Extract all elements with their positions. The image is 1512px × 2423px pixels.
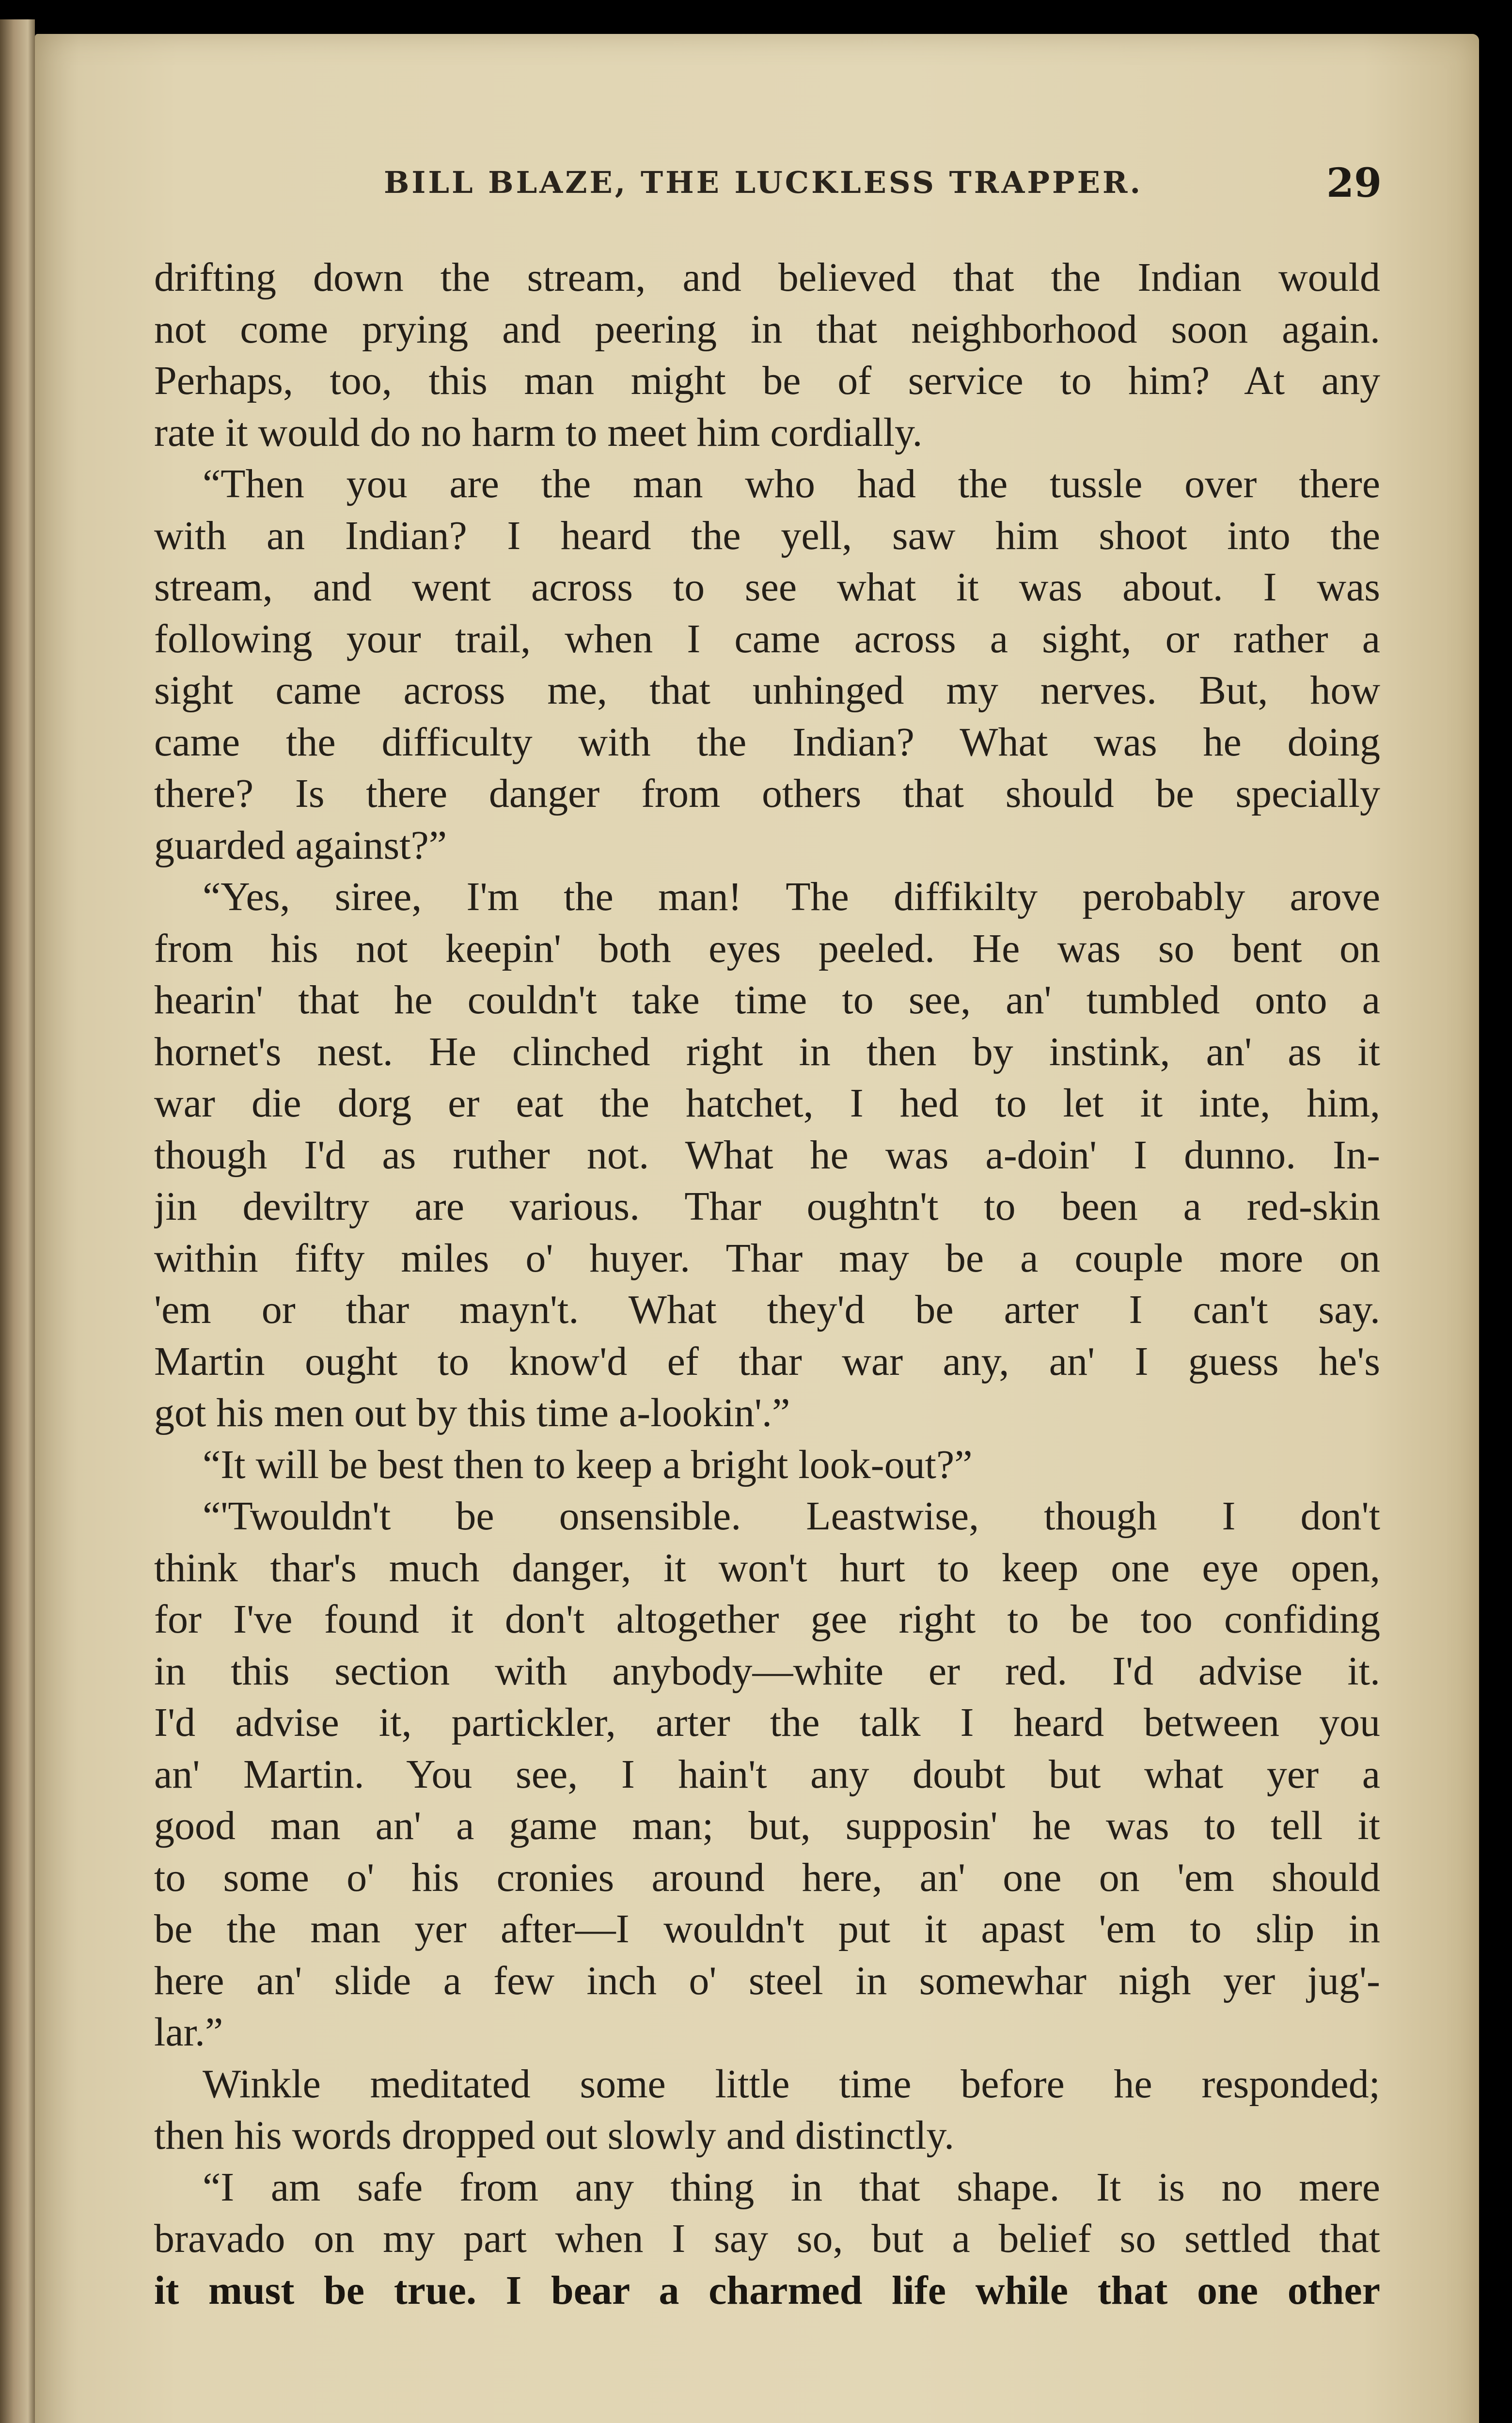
text-line: drifting down the stream, and believed that the Indian would xyxy=(154,255,1380,300)
running-title: BILL BLAZE, THE LUCKLESS TRAPPER. xyxy=(384,165,1143,200)
facing-page-edge xyxy=(0,19,35,2423)
text-line: good man an' a game man; but, supposin' he was to tell it xyxy=(154,1803,1380,1848)
text-line: not come prying and peering in that neighborhood soon again. xyxy=(154,306,1380,352)
text-line: within fifty miles o' huyer. Thar may be a couple more on xyxy=(154,1235,1380,1281)
text-line: from his not keepin' both eyes peeled. He was so bent on xyxy=(154,926,1380,971)
text-line: though I'd as ruther not. What he was a-doin' I dunno. In- xyxy=(154,1132,1380,1178)
text-line: 'em or thar mayn't. What they'd be arter I can't say. xyxy=(154,1287,1380,1332)
text-line: an' Martin. You see, I hain't any doubt but what yer a xyxy=(154,1751,1380,1797)
text-line: “'Twouldn't be onsensible. Leastwise, though I don't xyxy=(203,1494,1380,1539)
text-line: war die dorg er eat the hatchet, I hed to let it inte, him, xyxy=(154,1081,1380,1126)
text-line: I'd advise it, partickler, arter the talk I heard between you xyxy=(154,1700,1380,1745)
text-line: here an' slide a few inch o' steel in somewhar nigh yer jug'- xyxy=(154,1958,1380,2003)
text-line: came the difficulty with the Indian? What was he doing xyxy=(154,719,1380,765)
page-number: 29 xyxy=(1326,160,1382,206)
text-line: Winkle meditated some little time before he responded; xyxy=(203,2061,1380,2107)
text-line: think thar's much danger, it won't hurt to keep one eye open, xyxy=(154,1545,1380,1590)
text-line: “I am safe from any thing in that shape. It is no mere xyxy=(203,2164,1380,2210)
text-line: lar.” xyxy=(154,2010,223,2055)
text-line: Perhaps, too, this man might be of service to him? At any xyxy=(154,358,1380,403)
text-line: Martin ought to know'd ef thar war any, an' I guess he's xyxy=(154,1338,1380,1384)
text-line: “It will be best then to keep a bright look-out?” xyxy=(203,1442,973,1487)
text-line: in this section with anybody—white er red. I'd advise it. xyxy=(154,1648,1380,1694)
text-line: be the man yer after—I wouldn't put it apast 'em to slip in xyxy=(154,1906,1380,1951)
text-line: hornet's nest. He clinched right in then by instink, an' as it xyxy=(154,1029,1380,1074)
text-line: got his men out by this time a-lookin'.” xyxy=(154,1390,790,1435)
text-line: then his words dropped out slowly and distinctly. xyxy=(154,2113,955,2158)
text-line: stream, and went across to see what it was about. I was xyxy=(154,565,1380,610)
text-line: bravado on my part when I say so, but a belief so settled that xyxy=(154,2216,1380,2261)
text-line: it must be true. I bear a charmed life while that one other xyxy=(154,2267,1380,2313)
text-line: for I've found it don't altogether gee right to be too confiding xyxy=(154,1597,1380,1642)
text-line: rate it would do no harm to meet him cordially. xyxy=(154,409,923,455)
text-line: “Then you are the man who had the tussle over there xyxy=(203,461,1380,506)
text-line: guarded against?” xyxy=(154,822,447,868)
page-header xyxy=(35,160,1479,213)
text-line: with an Indian? I heard the yell, saw him shoot into the xyxy=(154,513,1380,558)
text-line: to some o' his cronies around here, an' one on 'em should xyxy=(154,1855,1380,1900)
text-line: there? Is there danger from others that should be specially xyxy=(154,771,1380,816)
text-line: jin deviltry are various. Thar oughtn't to been a red-skin xyxy=(154,1184,1380,1229)
body-text xyxy=(154,252,1380,2316)
text-line: following your trail, when I came across a sight, or rather a xyxy=(154,616,1380,661)
text-line: sight came across me, that unhinged my nerves. But, how xyxy=(154,668,1380,713)
text-line: “Yes, siree, I'm the man! The diffikilty perobably arove xyxy=(203,874,1380,919)
text-line: hearin' that he couldn't take time to see, an' tumbled onto a xyxy=(154,977,1380,1023)
